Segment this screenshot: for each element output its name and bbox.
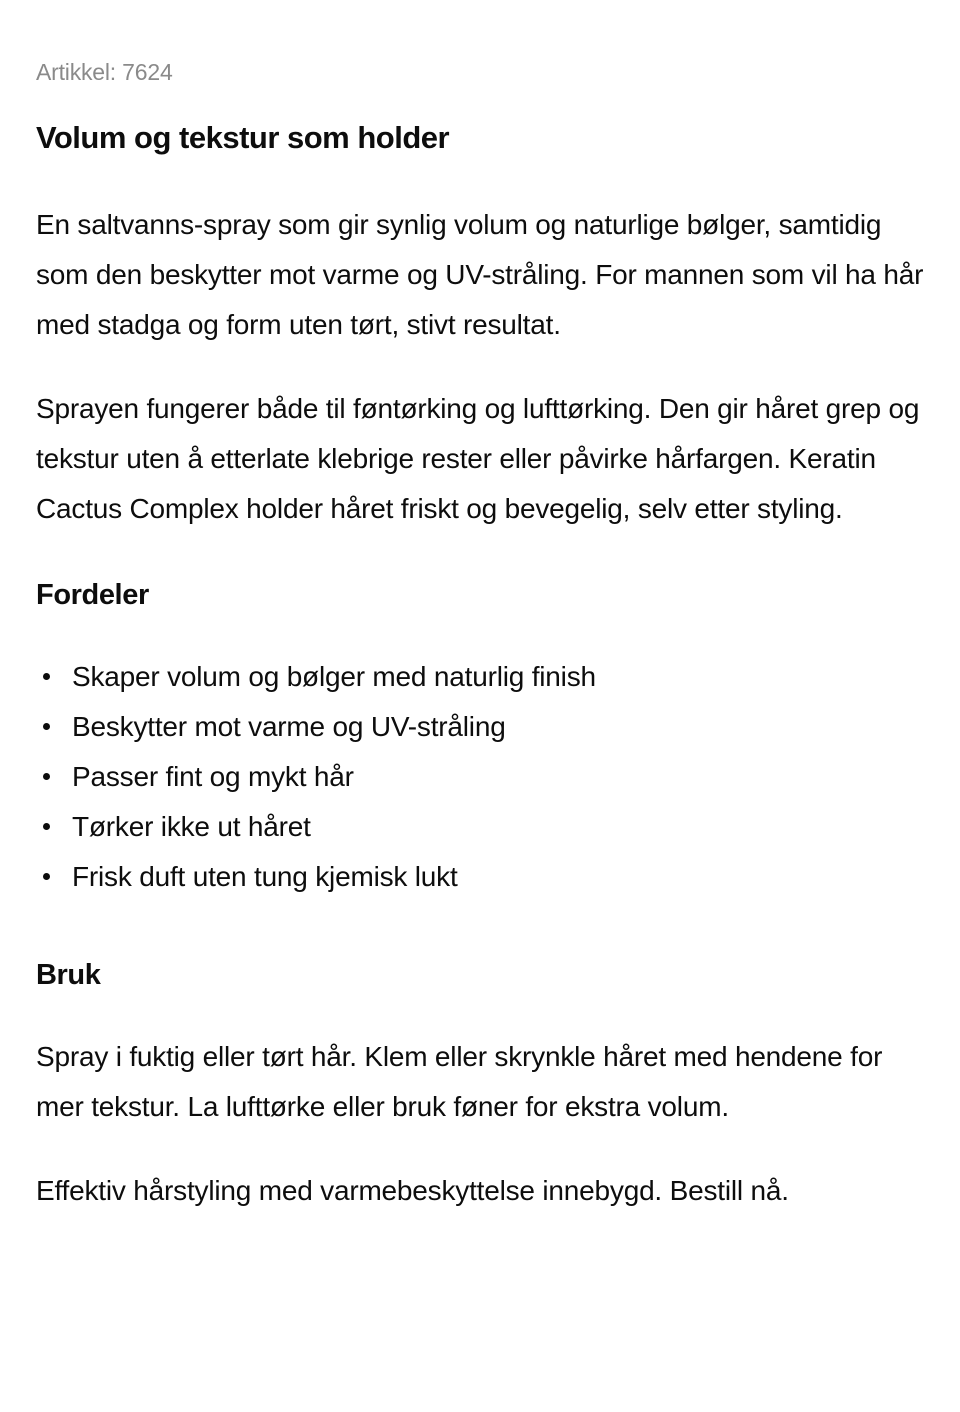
benefit-item xyxy=(36,702,924,752)
page-title: Volum og tekstur som holder xyxy=(36,120,450,155)
bullet-dot-icon xyxy=(43,673,50,680)
usage-paragraph-1: Spray i fuktig eller tørt hår. Klem eller skrynkle håret med hendene for mer tekstur. La lufttørke eller bruk føner for ekstra volum. xyxy=(36,1041,883,1122)
bullet-dot-icon xyxy=(43,773,50,780)
usage-heading: Bruk xyxy=(36,959,101,991)
intro-paragraph-2: Sprayen fungerer både til føntørking og lufttørking. Den gir håret grep og tekstur uten å etterlate klebrige rester eller påvirke hårfargen. Keratin Cactus Complex holder håret friskt og bevegelig, selv etter styling. xyxy=(36,393,920,524)
bullet-dot-icon xyxy=(43,823,50,830)
benefits-list xyxy=(36,652,924,902)
benefit-item xyxy=(36,752,924,802)
benefit-item-label: Beskytter mot varme og UV-stråling xyxy=(72,711,506,742)
intro-paragraph-1: En saltvanns-spray som gir synlig volum og naturlige bølger, samtidig som den beskytter mot varme og UV-stråling. For mannen som vil ha hår med stadga og form uten tørt, stivt resultat. xyxy=(36,209,924,340)
benefit-item-label: Skaper volum og bølger med naturlig finish xyxy=(72,661,596,692)
benefit-item-label: Frisk duft uten tung kjemisk lukt xyxy=(72,861,458,892)
benefit-item xyxy=(36,652,924,702)
article-number-label: Artikkel: 7624 xyxy=(36,59,173,85)
usage-paragraph-2: Effektiv hårstyling med varmebeskyttelse innebygd. Bestill nå. xyxy=(36,1175,789,1206)
benefit-item-label: Tørker ikke ut håret xyxy=(72,811,311,842)
benefit-item xyxy=(36,802,924,852)
benefits-heading: Fordeler xyxy=(36,579,149,611)
bullet-dot-icon xyxy=(43,873,50,880)
benefit-item-label: Passer fint og mykt hår xyxy=(72,761,354,792)
bullet-dot-icon xyxy=(43,723,50,730)
benefit-item xyxy=(36,852,924,902)
